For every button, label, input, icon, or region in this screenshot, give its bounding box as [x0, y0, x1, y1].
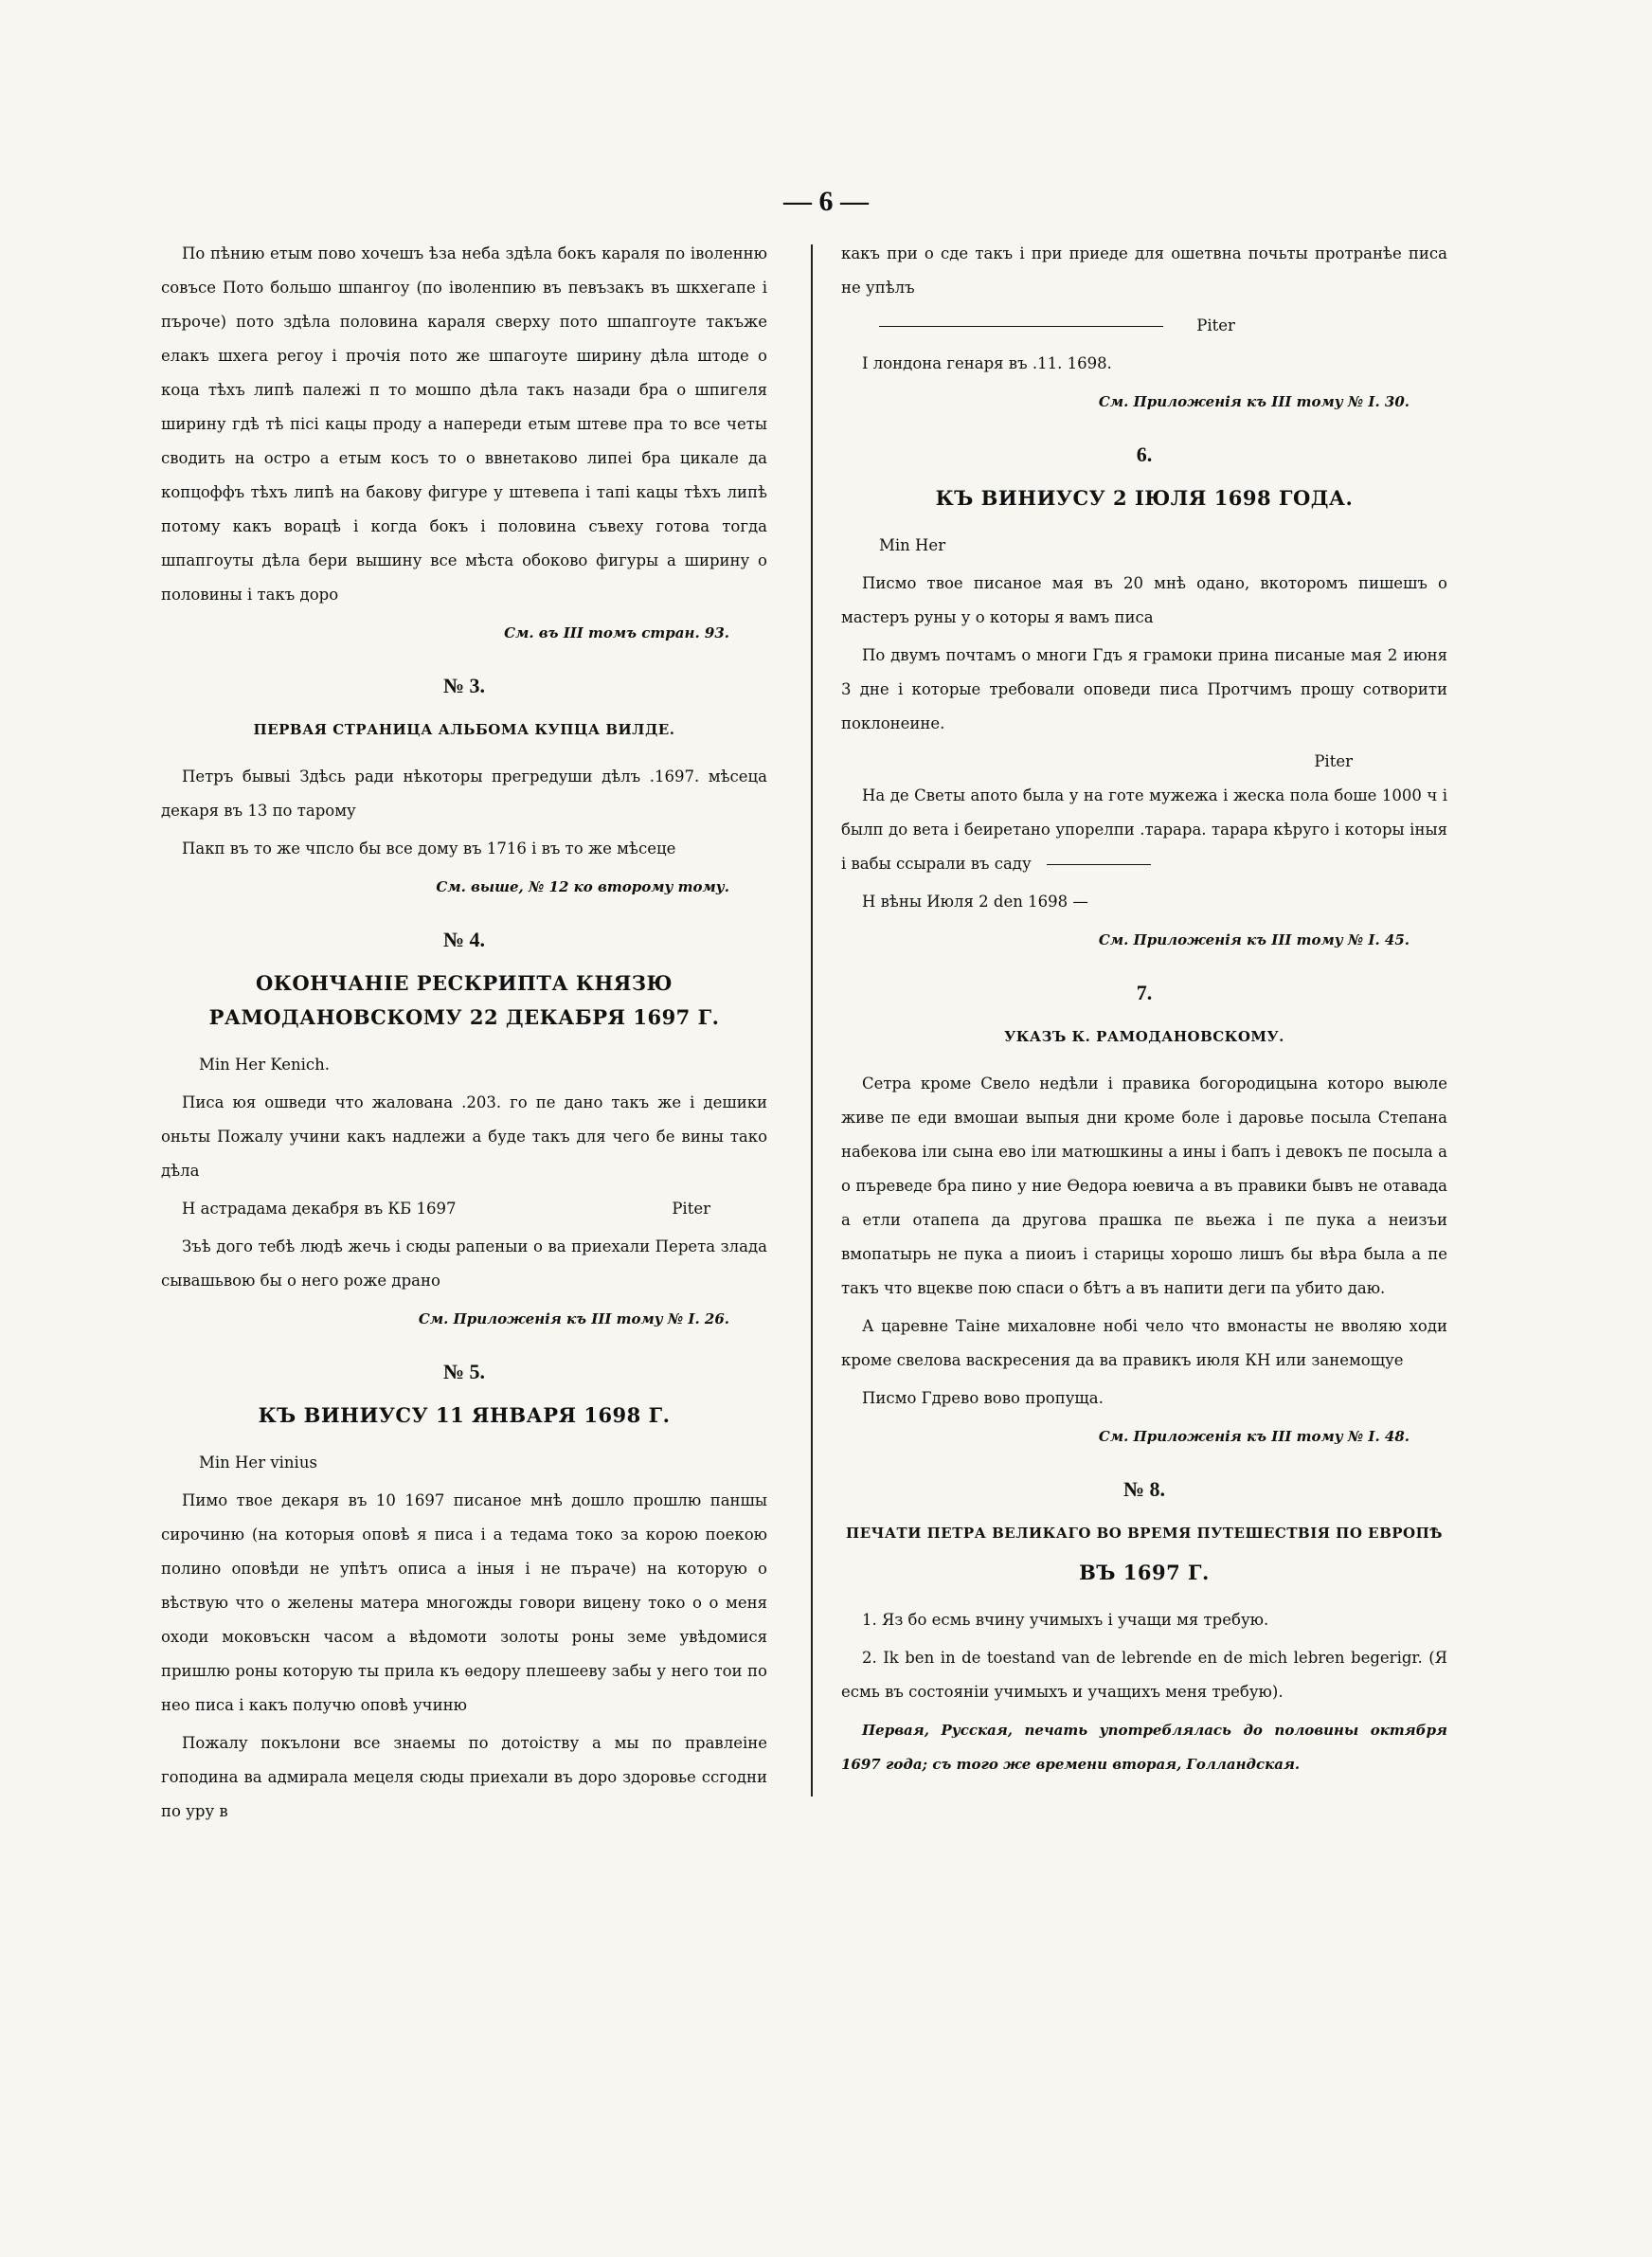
list-item: 2. Ik ben in de toestand van de lebrende en de mich lebren begerigr. (Я есмь въ состояніи учимыхъ и учащихъ меня требую). [841, 1649, 1447, 1701]
salutation: Min Her Kenich. [199, 1056, 330, 1074]
paragraph: По пѣнию етым пово хочешъ ѣза неба здѣла бокъ караля по іволенню совъсе Пото большо шпангоу (по іволенпию въ певъзакъ въ шкхегапе і пъроче) пото здѣла половина караля сверху пото шпапгоуте такъже елакъ шхега регоу і прочія пото же шпагоуте ширину дѣла штоде о коца тѣхъ липѣ палежі п то мошпо дѣла такъ назади бра о шпигеля ширину гдѣ тѣ пісі кацы проду а напереди етым штеве пра то все четы сводить на остро а етым косъ то о ввнетаково липеі бра цикале да копцоффъ тѣхъ липѣ на бакову фигуре у штевепа і тапі кацы тѣхъ липѣ потому какъ ворацѣ і когда бокъ і половина съвеху готова тогда шпапгоуты дѣла бери вышину все мѣста обоково фигуры а ширину о половины і такъ доро [161, 244, 767, 604]
reference-note: См. въ III томъ стран. 93. [504, 624, 729, 641]
closing-note: Первая, Русская, печать употреблялась до половины октября 1697 года; съ того же времени вторая, Голландская. [841, 1722, 1447, 1773]
left-column [161, 237, 767, 1833]
paragraph: Пимо твое декаря въ 10 1697 писаное мнѣ дошло прошлю паншы сирочиню (на которыя оповѣ я писа і а тедама токо за корою поекою полино оповѣди не упѣтъ описа а іныя і не пъраче) на которую о вѣствую что о желены матера многожды говори вицену токо о о меня оходи моковъскн часом а вѣдомоти золоты роны земе увѣдомися пришлю роны которую ты прила къ ѳедору плешееву забы у него тои по нео писа і какъ получю оповѣ учиню [161, 1491, 767, 1714]
section-heading-5: КЪ ВИНИУСУ 11 ЯНВАРЯ 1698 Г. [258, 1403, 671, 1427]
section-heading-6: КЪ ВИНИУСУ 2 ІЮЛЯ 1698 ГОДА. [935, 486, 1354, 510]
section-heading-7: УКАЗЪ К. РАМОДАНОВСКОМУ. [1004, 1028, 1284, 1045]
reference-note: См. Приложенія къ III тому № I. 48. [1098, 1428, 1410, 1445]
paragraph: Петръ бывыі Здѣсь ради нѣкоторы прегредуши дѣлъ .1697. мѣсеца декаря въ 13 по тарому [161, 767, 767, 820]
paragraph [841, 779, 1447, 881]
reference-note: См. Приложенія къ III тому № I. 26. [418, 1310, 729, 1327]
paragraph-text: На де Светы апото была у на готе мужежа і жеска пола боше 1000 ч і былп до вета і беиретано упорелпи .тарара. тарара кѣруго і которы іныя і вабы ссырали въ саду [841, 786, 1447, 873]
date-line: Н вѣны Июля 2 den 1698 — [862, 893, 1088, 911]
section-number-6: 6. [1136, 442, 1153, 466]
section-number-3: № 3. [442, 674, 486, 697]
paragraph: Писмо твое писаное мая въ 20 мнѣ одано, вкоторомъ пишешъ о мастеръ руны у о которы я вамъ писа [841, 574, 1447, 626]
section-number-7: 7. [1136, 981, 1153, 1004]
section-number-4: № 4. [442, 928, 486, 951]
date-line: І лондона генаря въ .11. 1698. [862, 354, 1112, 372]
rule-line [1047, 864, 1151, 865]
paragraph: Пакп въ то же чпсло бы все дому въ 1716 і въ то же мѣсеце [182, 840, 676, 858]
list-item: 1. Яз бо есмь вчину учимыхъ і учащи мя требую. [862, 1611, 1269, 1629]
section-heading-8: ПЕЧАТИ ПЕТРА ВЕЛИКАГО ВО ВРЕМЯ ПУТЕШЕСТВІЯ ПО ЕВРОПѢ [846, 1525, 1443, 1542]
signature: Piter [1196, 316, 1235, 334]
section-number-5: № 5. [442, 1360, 486, 1383]
page-number: — 6 — [783, 186, 869, 217]
signature: Piter [672, 1200, 710, 1218]
date-line: Н астрадама декабря въ КБ 1697 [182, 1200, 457, 1218]
salutation: Min Her [879, 536, 946, 554]
rule-line [879, 326, 1163, 327]
signature: Piter [1314, 752, 1353, 770]
reference-note: См. выше, № 12 ко второму тому. [436, 878, 729, 895]
section-heading-4: ОКОНЧАНІЕ РЕСКРИПТА КНЯЗЮ РАМОДАНОВСКОМУ 22 ДЕКАБРЯ 1697 Г. [208, 971, 720, 1029]
section-number-8: № 8. [1122, 1477, 1166, 1501]
reference-note: См. Приложенія къ III тому № I. 30. [1098, 393, 1410, 410]
paragraph: Писа юя ошведи что жалована .203. го пе дано такъ же і дешики оньты Пожалу учини какъ надлежи а буде такъ для чего бе вины тако дѣла [161, 1093, 767, 1180]
paragraph: Сетра кроме Свело недѣли і правика богородицына которо выюле живе пе еди вмошаи выпыя дни кроме боле і даровье посыла Степана набекова іли сына ево іли матюшкины а ины і бапъ і девокъ пе посыла а о пъреведе бра пино у ние Ѳедора юевича а въ правики бывъ не отавада а етли отапепа да другова прашка пе вьежа і пе пука а неизъи вмопатырь не пука а пиоиъ і старицы хорошо лишъ бы вѣра была а пе такъ что вцекве пою спаси о бѣтъ а въ напити деги па убито даю. [841, 1074, 1447, 1297]
paragraph: По двумъ почтамъ о многи Гдъ я грамоки прина писаные мая 2 июня 3 дне і которые требовали оповеди писа Протчимъ прошу сотворити поклонеине. [841, 646, 1447, 732]
paragraph: Пожалу покълони все знаемы по дотоіству а мы по правлеіне гоподина ва адмирала мецеля сюды приехали въ доро здоровье ссгодни по уру в [161, 1734, 767, 1820]
paragraph: Писмо Гдрево вово пропуща. [862, 1389, 1104, 1407]
section-heading-8-year: ВЪ 1697 Г. [1079, 1561, 1210, 1584]
signature-line [841, 309, 1447, 343]
paragraph: какъ при о сде такъ і при приеде для ошетвна почьты протранѣе писа не упѣлъ [841, 244, 1447, 297]
paragraph: А царевне Таіне михаловне нобі чело что вмонасты не вволяю ходи кроме свелова васкресения да ва правикъ июля КН или занемощуе [841, 1317, 1447, 1369]
date-signature-line [161, 1192, 767, 1226]
paragraph: Зъѣ дого тебѣ людѣ жечь і сюды рапеныи о ва приехали Перета злада сывашьвою бы о него роже драно [161, 1237, 767, 1290]
column-divider [811, 244, 813, 1797]
salutation: Min Her vinius [199, 1454, 317, 1472]
section-heading-3: ПЕРВАЯ СТРАНИЦА АЛЬБОМА КУПЦА ВИЛДЕ. [253, 721, 675, 738]
right-column [841, 237, 1447, 1785]
reference-note: См. Приложенія къ III тому № I. 45. [1098, 931, 1410, 948]
